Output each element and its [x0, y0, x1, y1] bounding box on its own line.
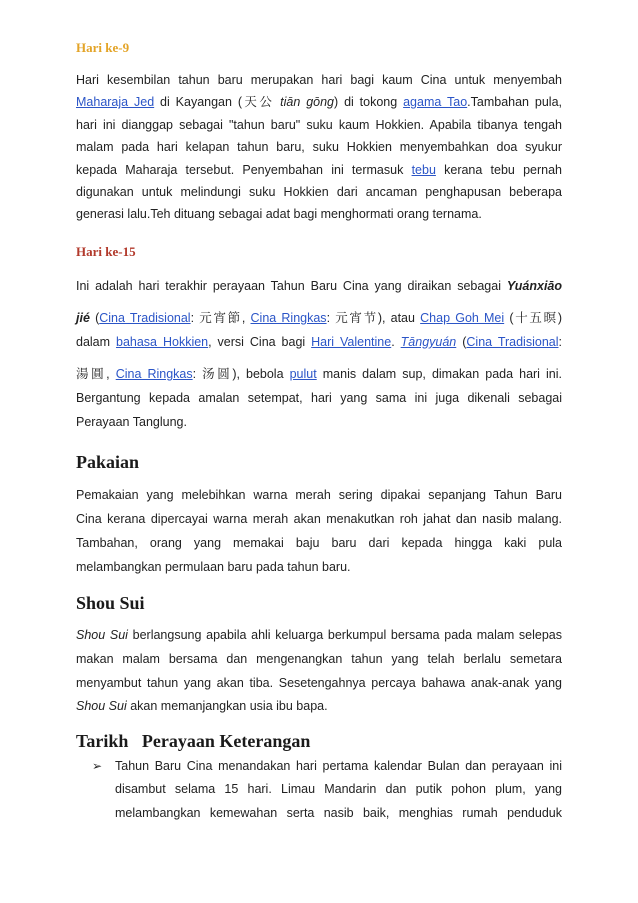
paragraph-line: [76, 625, 562, 645]
paragraph-line: Bergantung kepada amalan setempat, hari yang sama ini juga dikenali sebagai: [76, 391, 562, 405]
line-text: akan memanjangkan usia ibu bapa.: [126, 699, 328, 713]
paragraph-line: menyambut tahun yang akan tiba. Sesetengahnya percaya bahawa anak-anak yang: [76, 676, 562, 690]
paragraph-line: digunakan untuk melindungi suku Hokkien dari ancaman penghapusan beberapa: [76, 185, 562, 199]
line-text: 湯圓,: [76, 367, 116, 381]
line-text: , versi Cina bagi: [208, 335, 312, 349]
heading-pakaian: Pakaian: [76, 452, 140, 472]
bullet-line: melambangkan kemewahan serta nasib baik, menghias rumah penduduk: [115, 806, 562, 820]
bold-italic-term: Yuánxiāo: [506, 279, 562, 293]
line-text: ) di tokong: [334, 95, 404, 109]
link-cina-tradisional[interactable]: Cina Tradisional: [466, 335, 559, 349]
bold-italic-term: jié: [76, 311, 90, 325]
paragraph-line: Hari kesembilan tahun baru merupakan hari bagi kaum Cina untuk menyembah: [76, 73, 562, 87]
paragraph-line: Pemakaian yang melebihkan warna merah sering dipakai sepanjang Tahun Baru: [76, 488, 562, 502]
line-text: manis dalam sup, dimakan pada hari ini.: [316, 367, 562, 381]
paragraph-line: [76, 332, 562, 352]
italic-term: Shou Sui: [76, 628, 128, 642]
line-text: (: [456, 335, 467, 349]
link-tangyuan[interactable]: Tāngyuán: [400, 335, 457, 349]
italic-term: tiān gōng: [280, 95, 335, 109]
paragraph-line: [76, 276, 562, 296]
line-text: Ini adalah hari terakhir perayaan Tahun Baru Cina yang diraikan sebagai: [76, 279, 507, 293]
link-cina-ringkas[interactable]: Cina Ringkas: [115, 367, 193, 381]
line-text: : 汤圆), bebola: [192, 367, 290, 381]
heading-shou-sui: Shou Sui: [76, 593, 145, 613]
link-cina-tradisional[interactable]: Cina Tradisional: [99, 311, 191, 325]
line-text: berlangsung apabila ahli keluarga berkumpul bersama pada malam selepas: [127, 628, 562, 642]
link-cina-ringkas[interactable]: Cina Ringkas: [250, 311, 327, 325]
line-text: :: [558, 335, 562, 349]
link-maharaja-jed[interactable]: Maharaja Jed: [76, 95, 155, 109]
paragraph-line: makan malam bersama dan mengenangkan tahun yang telah berlalu semetara: [76, 652, 562, 666]
heading-hari-ke-15: Hari ke-15: [76, 244, 136, 259]
line-text: kepada Maharaja tersebut. Penyembahan ini termasuk: [76, 163, 412, 177]
heading-hari-ke-9: Hari ke-9: [76, 40, 130, 55]
line-text: .: [391, 335, 401, 349]
arrowhead-bullet-icon: ➢: [92, 759, 103, 773]
link-pulut[interactable]: pulut: [289, 367, 317, 381]
paragraph-line: [76, 696, 562, 716]
italic-term: Shou Sui: [76, 699, 127, 713]
paragraph-line: hari ini dianggap sebagai "tahun baru" suku kaum Hokkien. Apabila tibanya tengah: [76, 118, 562, 132]
paragraph-line: [76, 308, 562, 328]
link-hari-valentine[interactable]: Hari Valentine: [311, 335, 392, 349]
paragraph-line: malam pada hari kelapan tahun baru, suku Hokkien menyembahkan doa syukur: [76, 140, 562, 154]
paragraph-line: [76, 160, 562, 180]
bullet-line: disambut selama 15 hari. Limau Mandarin dan putik pohon plum, yang: [115, 782, 562, 796]
link-bahasa-hokkien[interactable]: bahasa Hokkien: [116, 335, 209, 349]
link-tebu[interactable]: tebu: [411, 163, 436, 177]
line-text: dalam: [76, 335, 116, 349]
paragraph-line: Cina kerana dipercayai warna merah akan menakutkan roh jahat dan nasib malang.: [76, 512, 562, 526]
paragraph-line: [76, 364, 562, 384]
link-chap-goh-mei[interactable]: Chap Goh Mei: [420, 311, 505, 325]
paragraph-line: generasi lalu.Teh dituang sebagai adat bagi menghormati orang ternama.: [76, 207, 482, 221]
paragraph-line: melambangkan permulaan baru pada tahun baru.: [76, 560, 351, 574]
line-text: .Tambahan pula,: [467, 95, 562, 109]
heading-tarikh: Tarikh Perayaan Keterangan: [76, 731, 311, 751]
line-text: kerana tebu pernah: [435, 163, 563, 177]
line-text: : 元宵節,: [190, 311, 251, 325]
line-text: (十五暝): [504, 311, 562, 325]
line-text: (: [89, 311, 100, 325]
paragraph-line: [76, 92, 562, 112]
paragraph-line: Tambahan, orang yang memakai baju baru dari kepada hingga kaki pula: [76, 536, 562, 550]
bullet-line: Tahun Baru Cina menandakan hari pertama kalendar Bulan dan perayaan ini: [115, 759, 562, 773]
paragraph-line: Perayaan Tanglung.: [76, 415, 187, 429]
line-text: : 元宵节), atau: [326, 311, 421, 325]
link-agama-tao[interactable]: agama Tao: [403, 95, 468, 109]
line-text: di Kayangan (天公: [154, 95, 281, 109]
